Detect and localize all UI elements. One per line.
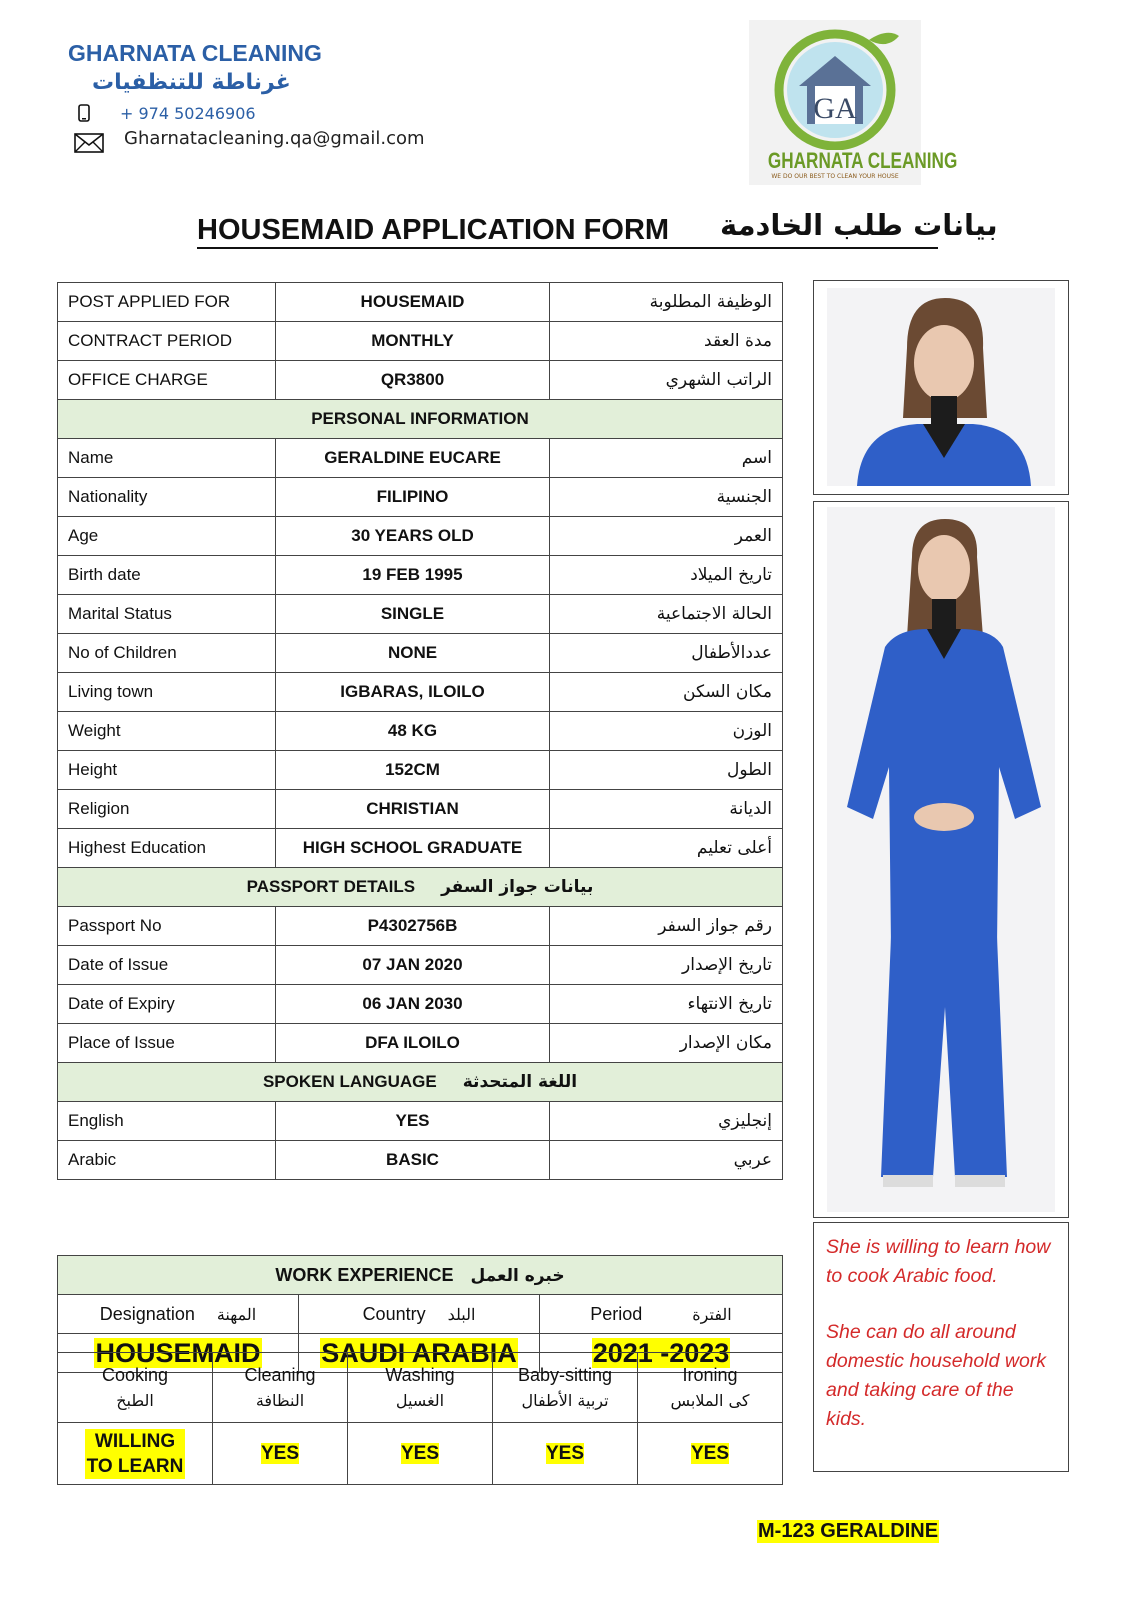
company-name-arabic: غرناطة للتنظفيات — [92, 70, 291, 95]
field-label: No of Children — [58, 634, 276, 673]
field-label-ar: عربي — [550, 1141, 783, 1180]
row-marital-status — [58, 595, 783, 634]
work-country-value: SAUDI ARABIA — [321, 1337, 517, 1368]
field-label: Date of Issue — [58, 946, 276, 985]
field-label-ar: الوظيفة المطلوبة — [550, 283, 783, 322]
row-passport-no — [58, 907, 783, 946]
field-label: CONTRACT PERIOD — [58, 322, 276, 361]
row-name — [58, 439, 783, 478]
skill-cleaning-value — [213, 1423, 348, 1485]
field-label: Place of Issue — [58, 1024, 276, 1063]
skill-label: Cooking — [101, 1364, 169, 1385]
skill-label-ar: الطبخ — [116, 1390, 154, 1410]
work-heading-ar: خبره العمل — [470, 1265, 565, 1286]
column-designation-ar: المهنة — [216, 1306, 257, 1324]
row-contract-period — [58, 322, 783, 361]
field-label-ar: مكان الإصدار — [550, 1024, 783, 1063]
spoken-language-heading — [58, 1063, 783, 1102]
company-logo — [749, 20, 958, 185]
field-label: Weight — [58, 712, 276, 751]
logo-text: GHARNATA CLEANING — [767, 148, 958, 173]
skill-baby-sitting — [493, 1353, 638, 1423]
personal-information-heading — [58, 400, 783, 439]
skills-value-row — [58, 1423, 783, 1485]
skill-label: Baby-sitting — [517, 1364, 613, 1385]
field-value: HOUSEMAID — [276, 283, 550, 322]
field-value: CHRISTIAN — [276, 790, 550, 829]
skill-washing — [348, 1353, 493, 1423]
field-label: Living town — [58, 673, 276, 712]
phone-icon — [78, 104, 90, 122]
row-weight — [58, 712, 783, 751]
row-post-applied-for — [58, 283, 783, 322]
field-label-ar: الطول — [550, 751, 783, 790]
row-nationality — [58, 478, 783, 517]
column-designation-en: Designation — [99, 1303, 195, 1324]
field-value: GERALDINE EUCARE — [276, 439, 550, 478]
column-country-en: Country — [362, 1303, 426, 1324]
skill-ironing — [638, 1353, 783, 1423]
field-value: HIGH SCHOOL GRADUATE — [276, 829, 550, 868]
field-label: English — [58, 1102, 276, 1141]
reference-code: M-123 GERALDINE — [758, 1520, 939, 1542]
passport-details-heading-en: PASSPORT DETAILS — [246, 877, 416, 896]
logo-tagline: WE DO OUR BEST TO CLEAN YOUR HOUSE — [771, 173, 899, 180]
skill-value: WILLING TO LEARN — [86, 1430, 184, 1477]
row-no-of-children — [58, 634, 783, 673]
full-body-photo — [827, 507, 1055, 1212]
field-label-ar: مدة العقد — [550, 322, 783, 361]
field-value: 48 KG — [276, 712, 550, 751]
work-section-row — [58, 1256, 783, 1295]
row-arabic — [58, 1141, 783, 1180]
skill-value: YES — [690, 1443, 730, 1464]
field-label: Date of Expiry — [58, 985, 276, 1024]
row-religion — [58, 790, 783, 829]
field-label-ar: الراتب الشهري — [550, 361, 783, 400]
mail-icon — [74, 133, 104, 153]
field-value: NONE — [276, 634, 550, 673]
skill-baby-sitting-value — [493, 1423, 638, 1485]
personal-information-heading-en: PERSONAL INFORMATION — [311, 409, 529, 428]
field-label: Passport No — [58, 907, 276, 946]
field-label: Marital Status — [58, 595, 276, 634]
skill-cleaning — [213, 1353, 348, 1423]
email-address: Gharnatacleaning.qa@gmail.com — [124, 128, 425, 149]
field-label: OFFICE CHARGE — [58, 361, 276, 400]
skill-label: Washing — [385, 1364, 455, 1385]
field-value: MONTHLY — [276, 322, 550, 361]
field-value: 30 YEARS OLD — [276, 517, 550, 556]
field-value: YES — [276, 1102, 550, 1141]
field-value: BASIC — [276, 1141, 550, 1180]
field-value: 07 JAN 2020 — [276, 946, 550, 985]
field-label-ar: تاريخ الميلاد — [550, 556, 783, 595]
skill-label-ar: الغسيل — [395, 1390, 445, 1410]
field-label: Religion — [58, 790, 276, 829]
skill-label-ar: تربية الأطفال — [521, 1390, 609, 1410]
row-date-of-issue — [58, 946, 783, 985]
field-label-ar: رقم جواز السفر — [550, 907, 783, 946]
passport-details-section-row — [58, 868, 783, 907]
field-value: 19 FEB 1995 — [276, 556, 550, 595]
note-household: She can do all around domestic household work and taking care of the kids. — [826, 1321, 1047, 1430]
skill-cooking — [58, 1353, 213, 1423]
field-label-ar: مكان السكن — [550, 673, 783, 712]
spoken-language-section-row — [58, 1063, 783, 1102]
field-label-ar: تاريخ الإصدار — [550, 946, 783, 985]
passport-details-heading-ar: بيانات جواز السفر — [441, 877, 594, 897]
skill-label: Ironing — [682, 1364, 738, 1385]
field-label-ar: العمر — [550, 517, 783, 556]
notes-box — [813, 1222, 1069, 1472]
row-office-charge — [58, 361, 783, 400]
field-value: DFA ILOILO — [276, 1024, 550, 1063]
spoken-language-heading-en: SPOKEN LANGUAGE — [262, 1072, 437, 1091]
row-age — [58, 517, 783, 556]
personal-information-section-row — [58, 400, 783, 439]
field-label-ar: تاريخ الانتهاء — [550, 985, 783, 1024]
field-label: Birth date — [58, 556, 276, 595]
skills-header-row — [58, 1353, 783, 1423]
field-label: Age — [58, 517, 276, 556]
form-title-arabic: بيانات طلب الخادمة — [720, 208, 998, 242]
full-body-figure — [827, 507, 1055, 1212]
field-label: Name — [58, 439, 276, 478]
column-designation — [58, 1295, 299, 1334]
row-place-of-issue — [58, 1024, 783, 1063]
column-period-ar: الفترة — [692, 1306, 732, 1324]
note-cooking: She is willing to learn how to cook Arabic food. — [826, 1236, 1051, 1287]
field-label-ar: الحالة الاجتماعية — [550, 595, 783, 634]
skill-label-ar: کی الملابس — [670, 1390, 750, 1410]
field-label-ar: عددالأطفال — [550, 634, 783, 673]
field-label-ar: الديانة — [550, 790, 783, 829]
skill-label-ar: النظافة — [255, 1390, 305, 1410]
skill-value: YES — [260, 1443, 300, 1464]
field-label: Arabic — [58, 1141, 276, 1180]
row-living-town — [58, 673, 783, 712]
title-underline — [197, 247, 938, 249]
work-period-value: 2021 -2023 — [592, 1337, 730, 1368]
field-label-ar: الجنسية — [550, 478, 783, 517]
svg-text:GA: GA — [813, 92, 857, 125]
column-country — [299, 1295, 540, 1334]
field-label-ar: إنجليزي — [550, 1102, 783, 1141]
work-experience-heading — [58, 1256, 783, 1295]
skill-washing-value — [348, 1423, 493, 1485]
logo-house-icon — [749, 20, 921, 150]
field-value: IGBARAS, ILOILO — [276, 673, 550, 712]
field-value: 06 JAN 2030 — [276, 985, 550, 1024]
field-label: Height — [58, 751, 276, 790]
field-value: QR3800 — [276, 361, 550, 400]
row-height — [58, 751, 783, 790]
passport-details-heading — [58, 868, 783, 907]
spoken-language-heading-ar: اللغة المتحدثة — [462, 1072, 578, 1092]
field-label: POST APPLIED FOR — [58, 283, 276, 322]
row-date-of-expiry — [58, 985, 783, 1024]
field-label-ar: أعلى تعليم — [550, 829, 783, 868]
work-designation-value: HOUSEMAID — [95, 1337, 261, 1368]
column-period-en: Period — [590, 1303, 643, 1324]
skill-value: YES — [545, 1443, 585, 1464]
skills-table — [57, 1352, 783, 1485]
form-title: HOUSEMAID APPLICATION FORM — [197, 214, 670, 246]
field-label-ar: الوزن — [550, 712, 783, 751]
portrait-photo — [827, 288, 1055, 486]
field-value: SINGLE — [276, 595, 550, 634]
portrait-figure — [827, 288, 1055, 486]
column-period — [540, 1295, 783, 1334]
skill-label: Cleaning — [244, 1364, 316, 1385]
field-value: FILIPINO — [276, 478, 550, 517]
field-label-ar: اسم — [550, 439, 783, 478]
phone-number: + 974 50246906 — [120, 104, 256, 123]
row-birth-date — [58, 556, 783, 595]
field-label: Highest Education — [58, 829, 276, 868]
skill-cooking-value — [58, 1423, 213, 1485]
work-heading-en: WORK EXPERIENCE — [275, 1264, 454, 1285]
work-columns-row — [58, 1295, 783, 1334]
skill-value: YES — [400, 1443, 440, 1464]
column-country-ar: البلد — [447, 1306, 476, 1324]
skill-ironing-value — [638, 1423, 783, 1485]
field-label: Nationality — [58, 478, 276, 517]
application-table — [57, 282, 783, 1180]
field-value: 152CM — [276, 751, 550, 790]
field-value: P4302756B — [276, 907, 550, 946]
row-english — [58, 1102, 783, 1141]
row-highest-education — [58, 829, 783, 868]
company-name: GHARNATA CLEANING — [68, 40, 322, 66]
